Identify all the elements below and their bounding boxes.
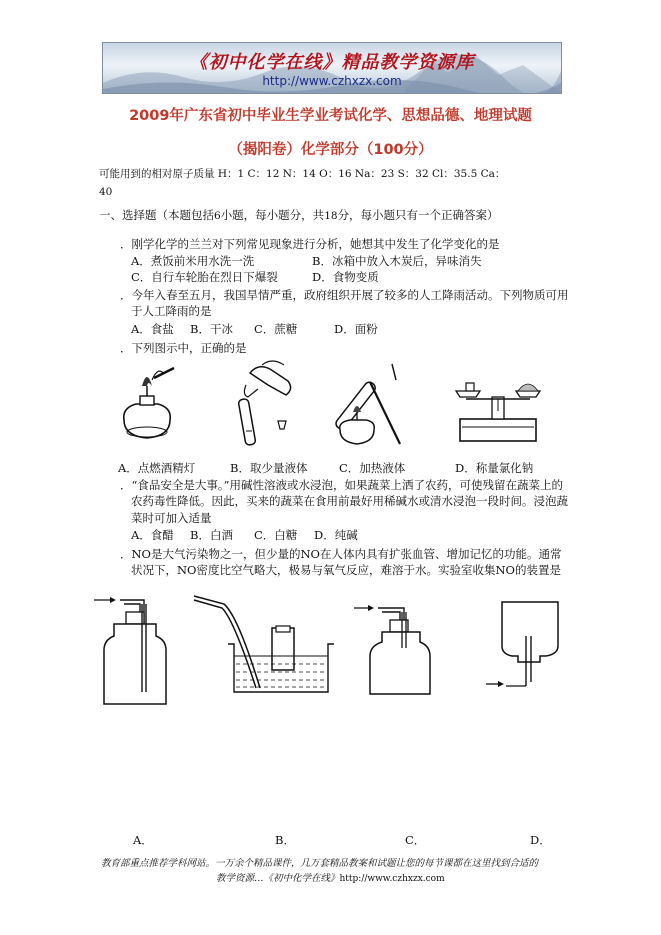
banner-title: 《初中化学在线》精品教学资源库 xyxy=(189,52,475,73)
heating-liquid-figure xyxy=(330,360,415,455)
q1-option-b[interactable]: B．冰箱中放入木炭后，异味消失 xyxy=(312,254,482,268)
q2-option-d[interactable]: D．面粉 xyxy=(334,322,378,336)
q3-option-a[interactable]: A．点燃酒精灯 xyxy=(118,461,196,475)
q3-stem: ．下列图示中，正确的是 xyxy=(120,341,247,355)
site-banner xyxy=(102,42,562,94)
exam-title-line2: （揭阳卷）化学部分（100分） xyxy=(228,142,433,158)
section-header-text-2: 小题，每小题分，共 xyxy=(220,208,325,222)
q3-option-c[interactable]: C．加热液体 xyxy=(339,461,406,475)
q5-stem-cont: 状况下，NO密度比空气略大，极易与氧气反应，难溶于水。实验室收集NO的装置是 xyxy=(131,563,561,577)
q1-option-c[interactable]: C．自行车轮胎在烈日下爆裂 xyxy=(131,270,278,284)
q2-option-a[interactable]: A．食盐 xyxy=(131,322,174,336)
q2-stem-cont: 于人工降雨的是 xyxy=(131,304,212,318)
section-header-text: 一、选择题（本题包括 xyxy=(99,208,214,222)
q2-option-c[interactable]: C．蔗糖 xyxy=(254,322,298,336)
q4-option-b[interactable]: B．白酒 xyxy=(190,528,233,542)
total-score: 18 xyxy=(324,210,338,222)
q4-stem: ．“食品安全是大事。”用碱性溶液或水浸泡，如果蔬菜上洒了农药，可使残留在蔬菜上的 xyxy=(120,478,564,492)
footer-line2 xyxy=(216,870,445,884)
inverted-bottle-figure xyxy=(482,596,572,696)
gas-collection-bottle-a-figure xyxy=(92,588,182,708)
section-header xyxy=(99,207,499,224)
q4-option-a[interactable]: A．食醋 xyxy=(131,528,174,542)
q4-stem-cont: 农药毒性降低。因此，买来的蔬菜在食用前最好用稀碱水或清水浸泡一段时间。浸泡蔬 xyxy=(131,494,568,508)
q5-option-d[interactable]: D． xyxy=(530,833,551,847)
q2-stem: ．今年入春至五月，我国旱情严重，政府组织开展了较多的人工降雨活动。下列物质可用 xyxy=(120,288,569,302)
footer-text: 教学资源…《初中化学在线》 xyxy=(216,873,340,884)
banner-url[interactable]: http://www.czhxzx.com xyxy=(262,74,402,88)
balance-weighing-figure xyxy=(452,375,542,447)
q5-option-c[interactable]: C． xyxy=(405,833,426,847)
atomic-mass-line-cont: 40 xyxy=(99,186,113,198)
q5-option-a[interactable]: A． xyxy=(133,833,153,847)
alcohol-lamp-lighting-figure xyxy=(112,360,182,450)
exam-title-line1: 2009年广东省初中毕业生学业考试化学、思想品德、地理试题 xyxy=(129,108,532,124)
atomic-mass-line: 可能用到的相对原子质量 H：1 C：12 N：14 O：16 Na：23 S：32 Cl：35.5 Ca： xyxy=(99,168,506,180)
q4-option-c[interactable]: C．白糖 xyxy=(254,528,298,542)
section-header-text-3: 分，每小题只有一个正确答案） xyxy=(337,208,499,222)
water-displacement-figure xyxy=(188,592,338,702)
q2-option-b[interactable]: B．干冰 xyxy=(190,322,233,336)
footer-url[interactable]: http://www.czhxzx.com xyxy=(339,874,445,884)
q1-option-a[interactable]: A．煮饭前米用水洗一洗 xyxy=(131,254,255,268)
q5-stem: ．NO是大气污染物之一，但少量的NO在人体内具有扩张血管、增加记忆的功能。通常 xyxy=(120,547,562,561)
q1-option-d[interactable]: D．食物变质 xyxy=(312,270,379,284)
question-count: 6 xyxy=(214,210,221,222)
q3-option-b[interactable]: B．取少量液体 xyxy=(230,461,308,475)
q3-option-d[interactable]: D．称量氯化钠 xyxy=(455,461,534,475)
pouring-liquid-figure xyxy=(228,355,308,455)
footer-line1: 教育部重点推荐学科网站。一万余个精品课件，几万套精品教案和试题让您的每节课都在这里找到合适的 xyxy=(101,858,539,869)
q5-option-b[interactable]: B． xyxy=(275,833,295,847)
q1-stem: ．刚学化学的兰兰对下列常见现象进行分析，她想其中发生了化学变化的是 xyxy=(120,237,500,251)
q4-stem-cont-2: 菜时可加入适量 xyxy=(131,511,212,525)
gas-collection-bottle-c-figure xyxy=(352,598,442,708)
q4-option-d[interactable]: D．纯碱 xyxy=(314,528,358,542)
